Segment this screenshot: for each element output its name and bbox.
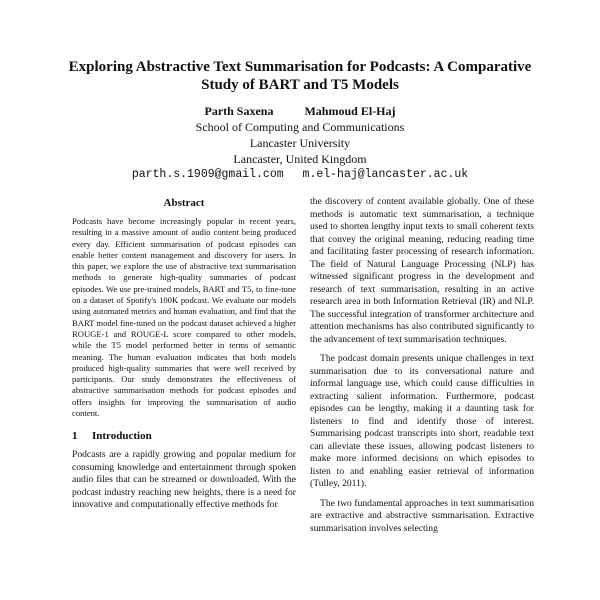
author-email: m.el-haj@lancaster.ac.uk [302, 168, 469, 181]
author-emails [0, 167, 600, 183]
affiliation-line: Lancaster, United Kingdom [233, 152, 367, 166]
right-column [310, 196, 534, 535]
author-email: parth.s.1909@gmail.com [131, 168, 284, 181]
section-heading-introduction [72, 429, 296, 443]
abstract-text: Podcasts have become increasingly popular in recent years, resulting in a massive amount of audio content being produced every day. Efficient summarisation of podcast episodes can enable better content management and discovery for users. In this paper, we explore the use of abstractive text summarisation methods to generate high-quality summaries of podcast episodes. We use pre-trained models, BART and T5, to fine-tune on a dataset of Spotify's 100K podcast. We evaluate our models using automated metrics and human evaluation, and find that the BART model fine-tuned on the podcast dataset achieved a higher ROUGE-1 and ROUGE-L score compared to other models, while the T5 model performed better in terms of semantic meaning. The human evaluation indicates that both models produced high-quality summaries that were well received by participants. Our study demonstrates the effectiveness of abstractive summarisation methods for podcast episodes and offers insights for improving the summarisation of audio content. [72, 216, 296, 419]
section-number: 1 [72, 430, 78, 443]
author-names [0, 103, 600, 119]
author-name: Parth Saxena [204, 104, 274, 118]
affiliation-line: Lancaster University [249, 136, 351, 150]
body-paragraph: The podcast domain presents unique challenges in text summarisation due to its conversational nature and informal language use, which could cause difficulties in extracting salient information. Furthermore, podcast episodes can be lengthy, making it a daunting task for listeners to find and identify those of interest. Summarising podcast transcripts into short, readable text can alleviate these issues, allowing podcast listeners to make more informed decisions on which episodes to listen to and enabling easier retrieval of information (Tulley, 2011). [310, 353, 534, 489]
intro-paragraph: Podcasts are a rapidly growing and popular medium for consuming knowledge and entertainment through spoken audio files that can be streamed or downloaded. With the podcast industry reaching new heights, there is a need for innovative and computationally effective methods for [72, 449, 296, 511]
affiliation-line: School of Computing and Communications [195, 120, 405, 134]
body-paragraph: The two fundamental approaches in text summarisation are extractive and abstractive summarisation. Extractive summarisation involves selecting [310, 497, 534, 534]
left-column [72, 196, 296, 512]
body-paragraph: the discovery of content available globally. One of these methods is automatic text summarisation, a technique used to shorten lengthy input texts to small coherent texts that convey the original meaning, reducing reading time and facilitating faster processing of research information. The field of Natural Language Processing (NLP) has witnessed significant progress in the development and research of text summarisation, resulting in an active research area in both Information Retrieval (IR) and NLP. The successful integration of transformer architecture and attention mechanisms has also contributed significantly to the advancement of text summarisation techniques. [310, 196, 534, 345]
author-block [0, 103, 600, 183]
section-title: Introduction [92, 430, 152, 443]
abstract-heading: Abstract [163, 197, 205, 209]
paper-title: Exploring Abstractive Text Summarisation for Podcasts: A Comparative Study of BART and T5 Models [68, 59, 532, 93]
author-name: Mahmoud El-Haj [304, 104, 396, 118]
